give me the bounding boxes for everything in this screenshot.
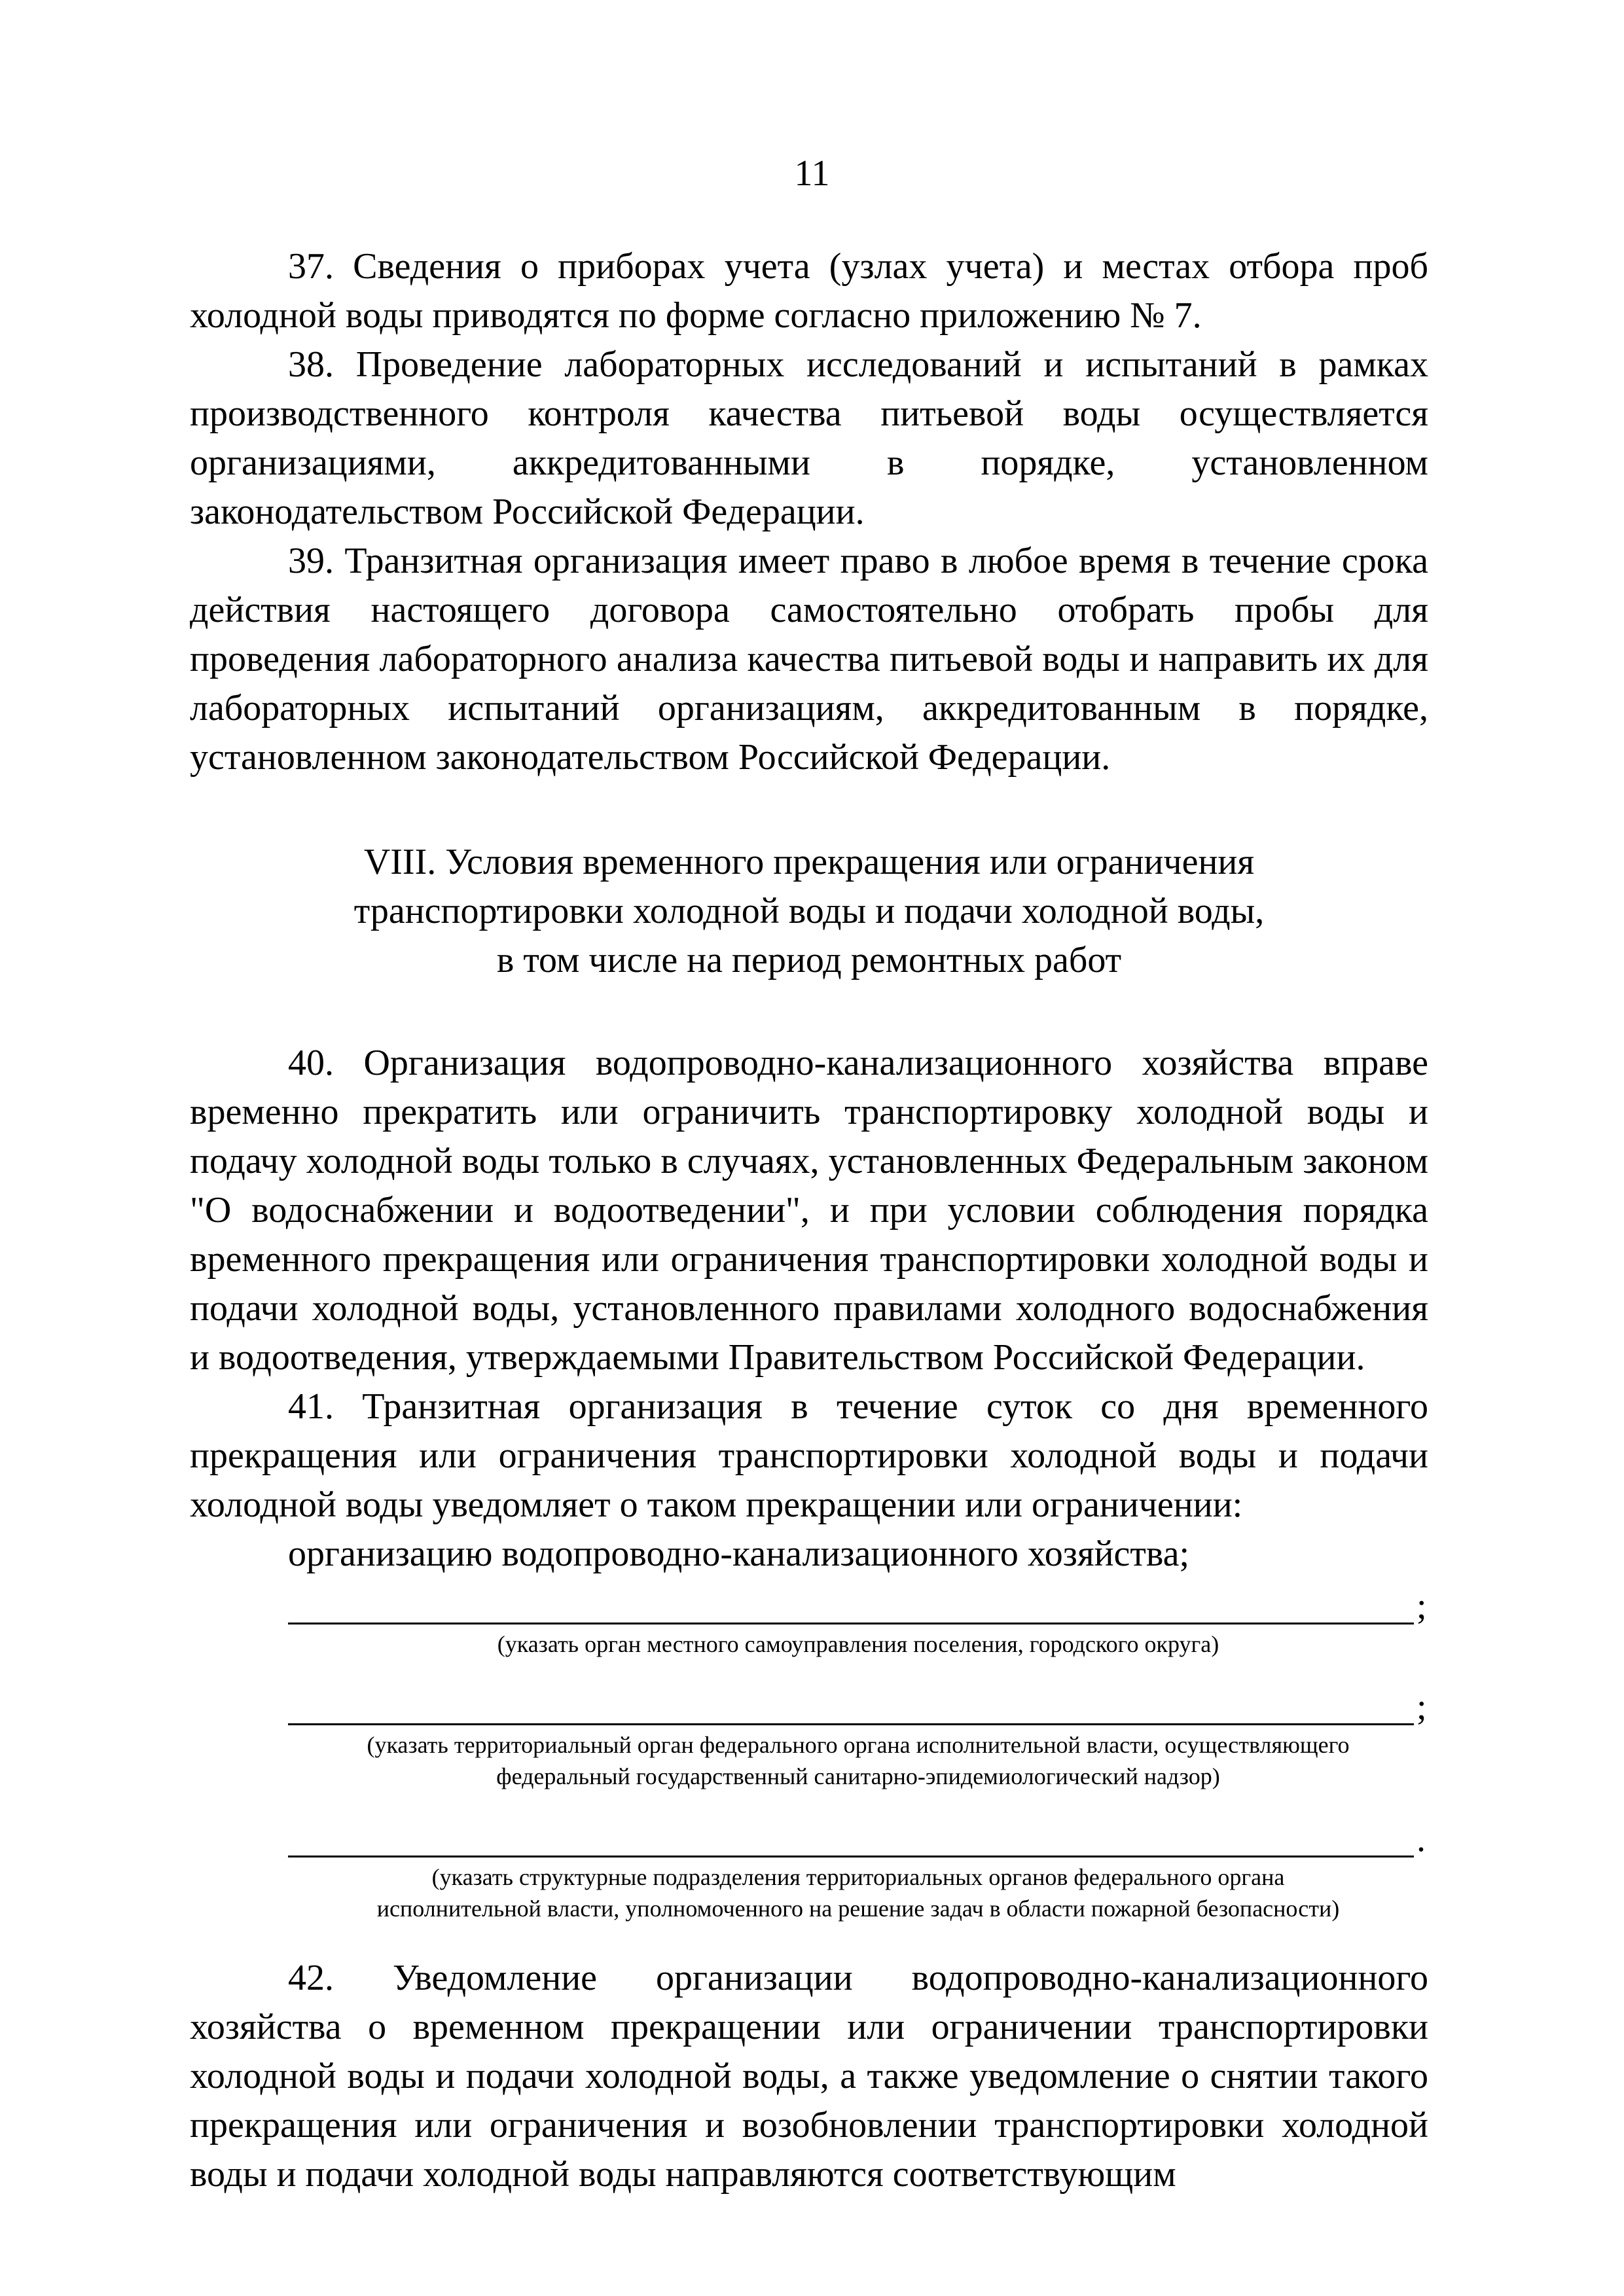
blank-caption-line-1: (указать структурные подразделения территориальных органов федерального органа xyxy=(431,1864,1285,1890)
blank-caption xyxy=(288,1857,1428,1924)
blank-caption xyxy=(288,1624,1428,1660)
blank-caption xyxy=(288,1725,1428,1792)
blank-punctuation: . xyxy=(1416,1819,1426,1859)
blank-underline xyxy=(288,1596,1414,1624)
blank-underline xyxy=(288,1829,1414,1857)
paragraph-39: 39. Транзитная организация имеет право в любое время в течение срока действия настоящего договора самостоятельно отобрать пробы для проведения лабораторного анализа качества питьевой воды и направить их для лабораторных испытаний организациям, аккредитованным в порядке, установленном законодательством Российской Федерации. xyxy=(190,541,1428,778)
section-heading-line-2: транспортировки холодной воды и подачи холодной воды, xyxy=(353,891,1265,931)
blank-underline xyxy=(288,1697,1414,1725)
page-number: 11 xyxy=(794,153,830,194)
blank-caption-line-2: федеральный государственный санитарно-эпидемиологический надзор) xyxy=(496,1763,1220,1789)
blank-caption-line-1: (указать территориальный орган федерального органа исполнительной власти, осуществляющего xyxy=(367,1732,1350,1758)
blank-field-sanitary-authority xyxy=(190,1679,1428,1792)
paragraph-41: 41. Транзитная организация в течение суток со дня временного прекращения или ограничения транспортировки холодной воды и подачи холодной воды уведомляет о таком прекращении или ограничении: xyxy=(190,1386,1428,1525)
notify-organization-line: организацию водопроводно-канализационного хозяйства; xyxy=(288,1534,1190,1574)
blank-punctuation: ; xyxy=(1416,1687,1427,1727)
blank-caption-line-2: исполнительной власти, уполномоченного на решение задач в области пожарной безопасности) xyxy=(376,1895,1340,1922)
blank-caption-line-1: (указать орган местного самоуправления поселения, городского округа) xyxy=(497,1631,1219,1657)
section-heading-line-1: VIII. Условия временного прекращения или ограничения xyxy=(363,842,1255,882)
blank-punctuation: ; xyxy=(1416,1586,1427,1626)
section-heading-viii xyxy=(190,838,1428,985)
blank-field-local-government xyxy=(190,1579,1428,1660)
paragraph-38: 38. Проведение лабораторных исследований и испытаний в рамках производственного контроля качества питьевой воды осуществляется организациями, аккредитованными в порядке, установленном законодательством Российской Федерации. xyxy=(190,344,1428,532)
paragraph-37: 37. Сведения о приборах учета (узлах учета) и местах отбора проб холодной воды приводятся по форме согласно приложению № 7. xyxy=(190,246,1428,336)
blank-field-fire-safety xyxy=(190,1812,1428,1924)
paragraph-40: 40. Организация водопроводно-канализационного хозяйства вправе временно прекратить или ограничить транспортировку холодной воды и подачу холодной воды только в случаях, установленных Федеральным законом "О водоснабжении и водоотведении", и при условии соблюдения порядка временного прекращения или ограничения транспортировки холодной воды и подачи холодной воды, установленного правилами холодного водоснабжения и водоотведения, утверждаемыми Правительством Российской Федерации. xyxy=(190,1043,1428,1378)
document-body xyxy=(190,242,1428,2199)
paragraph-42: 42. Уведомление организации водопроводно-канализационного хозяйства о временном прекращении или ограничении транспортировки холодной воды и подачи холодной воды, а также уведомление о снятии такого прекращения или ограничения и возобновлении транспортировки холодной воды и подачи холодной воды направляются соответствующим xyxy=(190,1958,1428,2195)
section-heading-line-3: в том числе на период ремонтных работ xyxy=(496,940,1122,980)
